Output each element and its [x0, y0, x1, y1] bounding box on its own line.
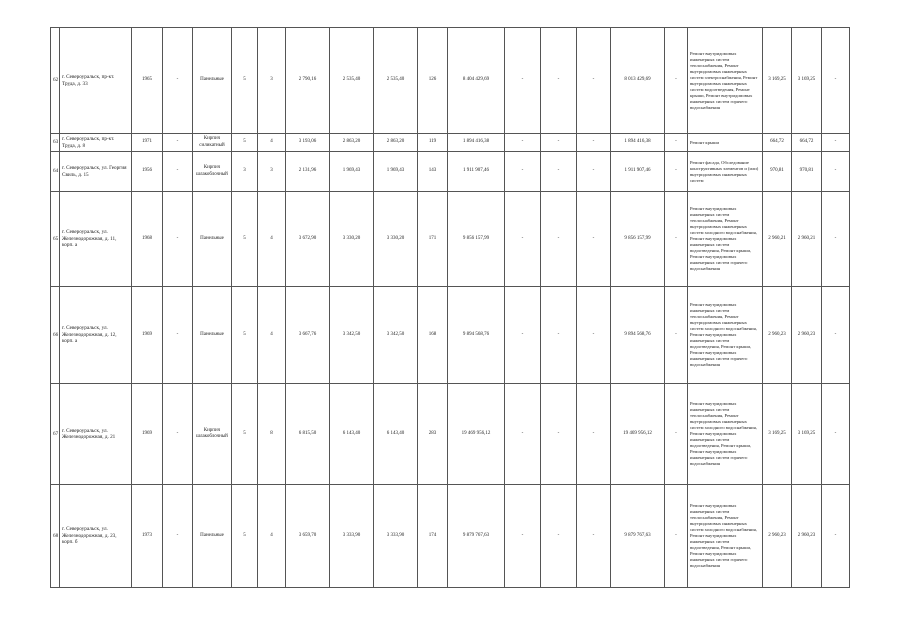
fund-regional-cell: - — [541, 28, 577, 134]
residential-area-cell: 3 342,50 — [374, 287, 418, 384]
residents-cell: 171 — [418, 192, 448, 287]
residential-area-cell: 3 330,20 — [374, 192, 418, 287]
table-row — [51, 28, 850, 134]
wall-material-cell: Кирпич шлакоблочный — [193, 152, 232, 192]
table-row — [51, 384, 850, 485]
deadline-cell: - — [822, 485, 850, 588]
table-row — [51, 192, 850, 287]
address-cell: г. Североуральск, пр-кт. Труда, д. 33 — [60, 28, 132, 134]
wall-material-cell: Панельные — [193, 192, 232, 287]
fund-local-cell: - — [577, 287, 611, 384]
table-row — [51, 485, 850, 588]
row-number-cell: 64 — [51, 152, 60, 192]
commissioning-year-cell: - — [163, 28, 193, 134]
fund-regional-cell: - — [541, 192, 577, 287]
total-area-cell: 3 193,06 — [286, 134, 330, 152]
total-area-cell: 6 815,50 — [286, 384, 330, 485]
total-area-cell: 2 131,96 — [286, 152, 330, 192]
max-unit-cost-cell: 970,81 — [792, 152, 822, 192]
entrances-cell: 3 — [258, 28, 286, 134]
build-year-cell: 1968 — [132, 192, 163, 287]
entrances-cell: 4 — [258, 485, 286, 588]
fund-regional-cell: - — [541, 485, 577, 588]
repair-cost-cell: 19 469 956,12 — [448, 384, 505, 485]
other-funds-cell: - — [665, 134, 688, 152]
other-funds-cell: - — [665, 287, 688, 384]
fund-federal-cell: - — [505, 192, 541, 287]
floors-cell: 5 — [232, 134, 258, 152]
fund-regional-cell: - — [541, 287, 577, 384]
unit-cost-cell: 970,81 — [763, 152, 792, 192]
entrances-cell: 4 — [258, 134, 286, 152]
premises-area-cell: 6 143,40 — [330, 384, 374, 485]
floors-cell: 5 — [232, 485, 258, 588]
fund-local-cell: - — [577, 28, 611, 134]
table-row — [51, 152, 850, 192]
premises-area-cell: 3 342,50 — [330, 287, 374, 384]
works-list-cell: Ремонт внутридомовых инженерных систем теплоснабжения, Ремонт внутридомовых инженерных систем холодного водоснабжения, Ремонт внутридомовых инженерных систем водоотведения, Ремонт крыши, Ремонт внутридомовых инженерных систем горячего водоснабжения — [688, 287, 763, 384]
address-cell: г. Североуральск, ул. Георгия Свиль, д. 15 — [60, 152, 132, 192]
commissioning-year-cell: - — [163, 152, 193, 192]
repair-cost-cell: 9 856 157,99 — [448, 192, 505, 287]
max-unit-cost-cell: 664,72 — [792, 134, 822, 152]
table-row — [51, 287, 850, 384]
table-row — [51, 134, 850, 152]
unit-cost-cell: 3 169,25 — [763, 28, 792, 134]
owners-funds-cell: 19 469 956,12 — [611, 384, 665, 485]
entrances-cell: 8 — [258, 384, 286, 485]
works-list-cell: Ремонт внутридомовых инженерных систем теплоснабжения, Ремонт внутридомовых инженерных систем холодного водоснабжения, Ремонт внутридомовых инженерных систем водоотведения, Ремонт крыши, Ремонт внутридомовых инженерных систем горячего водоснабжения — [688, 485, 763, 588]
total-area-cell: 2 790,16 — [286, 28, 330, 134]
residents-cell: 119 — [418, 134, 448, 152]
works-list-cell: Ремонт внутридомовых инженерных систем теплоснабжения, Ремонт внутридомовых инженерных систем холодного водоснабжения, Ремонт внутридомовых инженерных систем водоотведения, Ремонт крыши, Ремонт внутридомовых инженерных систем горячего водоснабжения — [688, 384, 763, 485]
other-funds-cell: - — [665, 485, 688, 588]
residents-cell: 174 — [418, 485, 448, 588]
commissioning-year-cell: - — [163, 192, 193, 287]
residents-cell: 168 — [418, 287, 448, 384]
build-year-cell: 1969 — [132, 287, 163, 384]
repair-cost-cell: 9 894 568,76 — [448, 287, 505, 384]
address-cell: г. Североуральск, ул. Железнодорожная, д. 11, корп. а — [60, 192, 132, 287]
fund-federal-cell: - — [505, 28, 541, 134]
residents-cell: 143 — [418, 152, 448, 192]
other-funds-cell: - — [665, 192, 688, 287]
floors-cell: 3 — [232, 152, 258, 192]
entrances-cell: 4 — [258, 287, 286, 384]
entrances-cell: 3 — [258, 152, 286, 192]
deadline-cell: - — [822, 28, 850, 134]
table-body — [51, 28, 850, 588]
commissioning-year-cell: - — [163, 384, 193, 485]
row-number-cell: 66 — [51, 287, 60, 384]
row-number-cell: 65 — [51, 192, 60, 287]
fund-regional-cell: - — [541, 134, 577, 152]
repair-register-table — [50, 27, 850, 588]
wall-material-cell: Кирпич силикатный — [193, 134, 232, 152]
row-number-cell: 63 — [51, 134, 60, 152]
fund-local-cell: - — [577, 485, 611, 588]
owners-funds-cell: 1 911 907,46 — [611, 152, 665, 192]
commissioning-year-cell: - — [163, 287, 193, 384]
total-area-cell: 3 672,90 — [286, 192, 330, 287]
premises-area-cell: 3 330,20 — [330, 192, 374, 287]
wall-material-cell: Панельные — [193, 287, 232, 384]
fund-regional-cell: - — [541, 384, 577, 485]
repair-cost-cell: 9 879 767,63 — [448, 485, 505, 588]
fund-federal-cell: - — [505, 152, 541, 192]
build-year-cell: 1971 — [132, 134, 163, 152]
premises-area-cell: 2 863,20 — [330, 134, 374, 152]
repair-cost-cell: 8 404 429,69 — [448, 28, 505, 134]
floors-cell: 5 — [232, 192, 258, 287]
wall-material-cell: Панельные — [193, 485, 232, 588]
works-list-cell: Ремонт фасада, Обследование конструктивных элементов и (или) внутридомовых инженерных систем — [688, 152, 763, 192]
max-unit-cost-cell: 3 169,25 — [792, 384, 822, 485]
deadline-cell: - — [822, 287, 850, 384]
wall-material-cell: Панельные — [193, 28, 232, 134]
floors-cell: 5 — [232, 28, 258, 134]
build-year-cell: 1965 — [132, 28, 163, 134]
owners-funds-cell: 9 879 767,63 — [611, 485, 665, 588]
address-cell: г. Североуральск, пр-кт. Труда, д. 8 — [60, 134, 132, 152]
residential-area-cell: 3 333,90 — [374, 485, 418, 588]
address-cell: г. Североуральск, ул. Железнодорожная, д. 23, корп. б — [60, 485, 132, 588]
fund-federal-cell: - — [505, 485, 541, 588]
fund-federal-cell: - — [505, 134, 541, 152]
works-list-cell: Ремонт крыши — [688, 134, 763, 152]
residential-area-cell: 2 863,20 — [374, 134, 418, 152]
floors-cell: 5 — [232, 384, 258, 485]
fund-local-cell: - — [577, 134, 611, 152]
max-unit-cost-cell: 2 960,23 — [792, 287, 822, 384]
works-list-cell: Ремонт внутридомовых инженерных систем теплоснабжения, Ремонт внутридомовых инженерных систем электроснабжения, Ремонт внутридомовых инженерных систем водоотведения, Ремонт крыши, Ремонт внутридомовых инженерных систем горячего водоснабжения — [688, 28, 763, 134]
premises-area-cell: 1 969,43 — [330, 152, 374, 192]
fund-local-cell: - — [577, 152, 611, 192]
total-area-cell: 3 659,70 — [286, 485, 330, 588]
deadline-cell: - — [822, 384, 850, 485]
fund-local-cell: - — [577, 192, 611, 287]
deadline-cell: - — [822, 152, 850, 192]
fund-federal-cell: - — [505, 287, 541, 384]
premises-area-cell: 2 535,40 — [330, 28, 374, 134]
unit-cost-cell: 2 960,23 — [763, 485, 792, 588]
other-funds-cell: - — [665, 28, 688, 134]
owners-funds-cell: 9 856 157,99 — [611, 192, 665, 287]
unit-cost-cell: 664,72 — [763, 134, 792, 152]
premises-area-cell: 3 333,90 — [330, 485, 374, 588]
deadline-cell: - — [822, 192, 850, 287]
residents-cell: 283 — [418, 384, 448, 485]
total-area-cell: 3 667,76 — [286, 287, 330, 384]
unit-cost-cell: 3 169,25 — [763, 384, 792, 485]
row-number-cell: 67 — [51, 384, 60, 485]
owners-funds-cell: 9 894 568,76 — [611, 287, 665, 384]
unit-cost-cell: 2 960,23 — [763, 287, 792, 384]
other-funds-cell: - — [665, 152, 688, 192]
wall-material-cell: Кирпич шлакоблочный — [193, 384, 232, 485]
repair-cost-cell: 1 911 907,46 — [448, 152, 505, 192]
row-number-cell: 68 — [51, 485, 60, 588]
build-year-cell: 1956 — [132, 152, 163, 192]
build-year-cell: 1969 — [132, 384, 163, 485]
residential-area-cell: 2 535,40 — [374, 28, 418, 134]
fund-federal-cell: - — [505, 384, 541, 485]
residential-area-cell: 6 143,40 — [374, 384, 418, 485]
floors-cell: 5 — [232, 287, 258, 384]
other-funds-cell: - — [665, 384, 688, 485]
owners-funds-cell: 1 894 416,38 — [611, 134, 665, 152]
commissioning-year-cell: - — [163, 485, 193, 588]
owners-funds-cell: 8 013 429,69 — [611, 28, 665, 134]
unit-cost-cell: 2 960,21 — [763, 192, 792, 287]
max-unit-cost-cell: 3 169,25 — [792, 28, 822, 134]
works-list-cell: Ремонт внутридомовых инженерных систем теплоснабжения, Ремонт внутридомовых инженерных систем холодного водоснабжения, Ремонт внутридомовых инженерных систем водоотведения, Ремонт крыши, Ремонт внутридомовых инженерных систем горячего водоснабжения — [688, 192, 763, 287]
build-year-cell: 1973 — [132, 485, 163, 588]
deadline-cell: - — [822, 134, 850, 152]
address-cell: г. Североуральск, ул. Железнодорожная, д. 12, корп. а — [60, 287, 132, 384]
max-unit-cost-cell: 2 960,23 — [792, 485, 822, 588]
fund-local-cell: - — [577, 384, 611, 485]
commissioning-year-cell: - — [163, 134, 193, 152]
row-number-cell: 62 — [51, 28, 60, 134]
residents-cell: 126 — [418, 28, 448, 134]
max-unit-cost-cell: 2 960,21 — [792, 192, 822, 287]
fund-regional-cell: - — [541, 152, 577, 192]
entrances-cell: 4 — [258, 192, 286, 287]
address-cell: г. Североуральск, ул. Железнодорожная, д. 21 — [60, 384, 132, 485]
repair-cost-cell: 1 894 416,38 — [448, 134, 505, 152]
residential-area-cell: 1 969,43 — [374, 152, 418, 192]
